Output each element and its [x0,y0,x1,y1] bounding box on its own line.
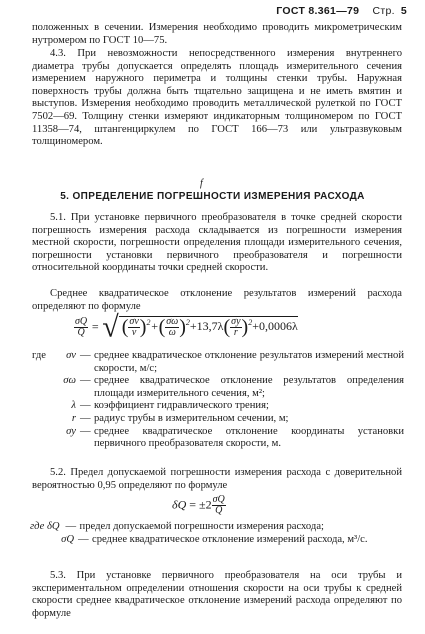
lhs-fraction: $\frac{\sigma Q}{Q}$ [75,316,88,338]
page-label: Стр. [372,5,395,17]
paragraph-4-3: 4.3. При невозможности непосредственного измерения внутреннего диаметра трубы допускается определять площадь измерительного сечения измерением наружного периметра и толщины стенки трубы. Наружная поверхность трубы должна быть тщательно защищена и не иметь вмятин и выступов. Измерения необходимо проводить металлической рулеткой по ГОСТ 7502—69. Толщину стенки измеряют индикаторным толщиномером по ГОСТ 11358—74, штангенциркулем по ГОСТ 166—73 или ультразвуковым толщиномером. [32,48,402,148]
paragraph-5-1: 5.1. При установке первичного преобразователя в точке средней скорости погрешность измерения расхода складывается из погрешности измерения местной скорости, погрешности определения площади измерительного сечения, погрешности установки первичного преобразователя и погрешности относительной координаты точки средней скорости. [32,212,402,274]
where-label: где [32,350,46,361]
definition-row: σω — среднее квадратическое отклонение результатов определения площади измерительного сечения, м²; [63,375,404,399]
paragraph-5-3: 5.3. При установке первичного преобразователя на оси трубы и экспериментальном определении отношения скорости на оси трубы к средней скорости среднее квадратическое отклонение измерений расхода определяют по формуле [32,570,402,619]
page-number: 5 [400,5,407,17]
definition-row: σQ — среднее квадратическое отклонение измерений расхода, м³/с. [61,533,368,545]
definition-row: σv — среднее квадратическое отклонение результатов измерений местной скорости, м/с; [66,350,404,374]
standard-number: ГОСТ 8.361—79 [276,5,360,17]
margin-mark: f [200,178,203,189]
definition-row: σy — среднее квадратическое отклонение координаты установки первичного преобразователя скорости, м. [66,425,404,450]
page-header [276,5,407,17]
formula-sigma-q: $\frac{\sigma Q}{Q}$ = √ ( $\frac{\sigma v}{v}$ )$^2$+( $\frac{\sigma\omega}{\omega}$ )$^2$+13,7λ( $\frac{\sigma y}{r}$ )$^2$+0,0006λ [75,310,298,344]
formula-delta-q: δQ = ±2 $\frac{\sigma Q}{Q}$ [172,494,225,516]
definition-row: λ — коэффициент гидравлического трения; [71,400,269,412]
definition-row: r — радиус трубы в измерительном сечении, м; [71,412,289,424]
definition-row: где δQ — предел допускаемой погрешности измерения расхода; [30,521,324,532]
definitions-1 [32,350,404,451]
paragraph-5-2: 5.2. Предел допускаемой погрешности измерения расхода с доверительной вероятностью 0,95 определяют по формуле [32,467,402,491]
paragraph-sko: Среднее квадратическое отклонение результатов измерений расхода определяют по формуле [32,288,402,312]
definitions-2 [30,521,402,546]
section-title: 5. ОПРЕДЕЛЕНИЕ ПОГРЕШНОСТИ ИЗМЕРЕНИЯ РАСХОДА [60,191,365,202]
paragraph-intro: положенных в сечении. Измерения необходимо проводить микрометрическим нутромером по ГОСТ 10—75. [32,22,402,46]
